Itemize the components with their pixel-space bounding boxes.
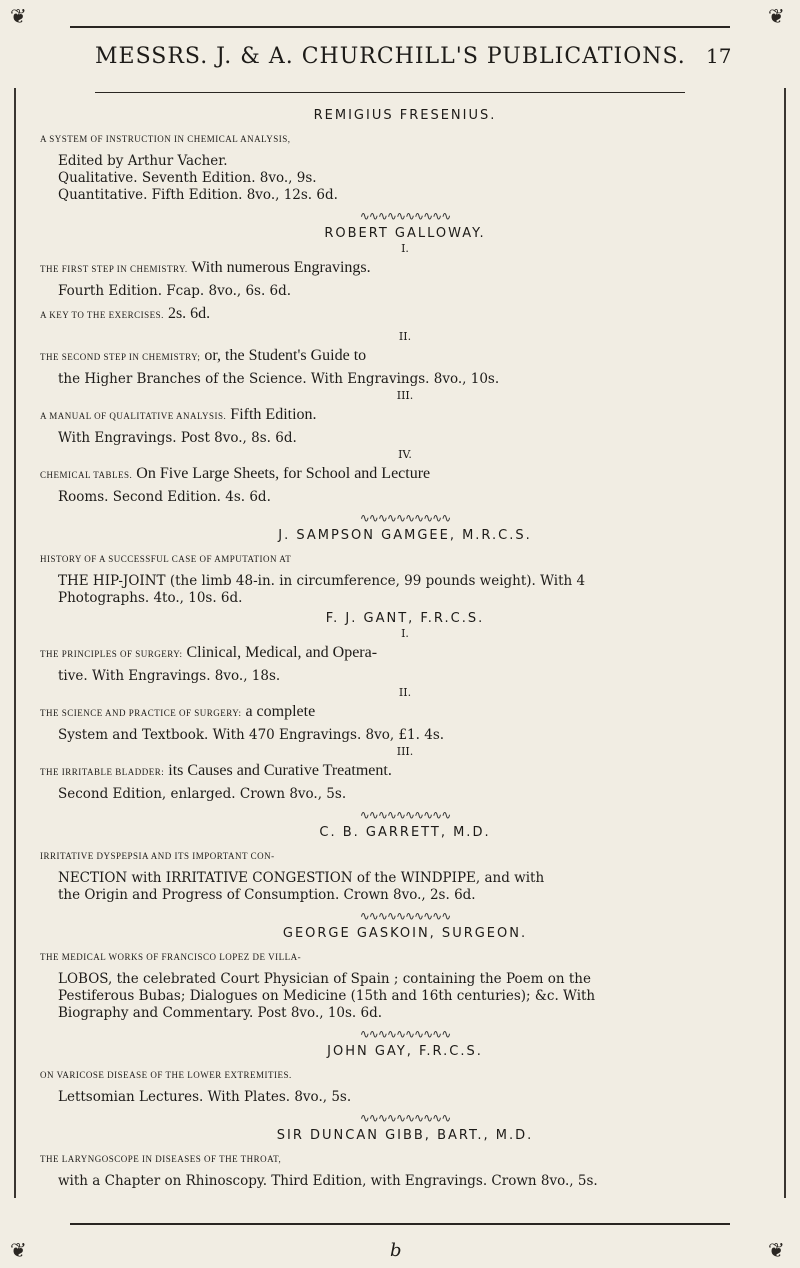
author-section <box>40 825 770 904</box>
work-details: Edited by Arthur Vacher. <box>58 153 228 169</box>
work-title: THE PRINCIPLES OF SURGERY: Clinical, Medical, and Opera- <box>40 644 378 661</box>
work-details: System and Textbook. With 470 Engravings. 8vo, £1. 4s. <box>58 727 445 743</box>
section-divider: ∿∿∿∿∿∿∿∿∿∿ <box>359 1027 451 1041</box>
author-section <box>40 1044 770 1106</box>
author-section <box>40 611 770 803</box>
section-divider: ∿∿∿∿∿∿∿∿∿∿ <box>359 1111 451 1125</box>
work-number: I. <box>401 627 409 640</box>
work-details: Pestiferous Bubas; Dialogues on Medicine (15th and 16th centuries); &c. With <box>58 988 596 1004</box>
work-title: ON VARICOSE DISEASE OF THE LOWER EXTREMITIES. <box>40 1070 292 1080</box>
work-details: Quantitative. Fifth Edition. 8vo., 12s. 6d. <box>58 187 338 203</box>
work-title: HISTORY OF A SUCCESSFUL CASE OF AMPUTATION AT <box>40 554 292 564</box>
work-title: A SYSTEM OF INSTRUCTION IN CHEMICAL ANALYSIS, <box>40 134 291 144</box>
author-name: SIR DUNCAN GIBB, BART., M.D. <box>276 1128 534 1143</box>
corner-ornament-icon: ❦ <box>10 4 27 28</box>
author-name: F. J. GANT, F.R.C.S. <box>325 611 485 626</box>
section-divider: ∿∿∿∿∿∿∿∿∿∿ <box>359 209 451 223</box>
work-details: Rooms. Second Edition. 4s. 6d. <box>58 489 271 505</box>
corner-ornament-icon: ❦ <box>10 1238 27 1262</box>
work-details: the Higher Branches of the Science. With Engravings. 8vo., 10s. <box>58 371 500 387</box>
work-number: III. <box>396 745 414 758</box>
author-section <box>40 226 770 506</box>
work-details: with a Chapter on Rhinoscopy. Third Edition, with Engravings. Crown 8vo., 5s. <box>58 1173 598 1189</box>
author-section <box>40 926 770 1022</box>
work-details: Lettsomian Lectures. With Plates. 8vo., 5s. <box>58 1089 352 1105</box>
work-title: THE SECOND STEP IN CHEMISTRY; or, the Student's Guide to <box>40 347 367 364</box>
section-divider: ∿∿∿∿∿∿∿∿∿∿ <box>359 808 451 822</box>
author-section <box>40 108 770 204</box>
author-section <box>40 528 770 607</box>
left-border-rule <box>14 88 16 1198</box>
right-border-rule <box>784 88 786 1198</box>
work-details: Biography and Commentary. Post 8vo., 10s. 6d. <box>58 1005 383 1021</box>
section-divider: ∿∿∿∿∿∿∿∿∿∿ <box>359 511 451 525</box>
work-number: II. <box>398 330 412 343</box>
work-number: III. <box>396 389 414 402</box>
footer-rule <box>70 1223 730 1225</box>
work-title: THE MEDICAL WORKS OF FRANCISCO LOPEZ DE VILLA- <box>40 952 302 962</box>
work-details: Second Edition, enlarged. Crown 8vo., 5s. <box>58 786 347 802</box>
work-title: THE LARYNGOSCOPE IN DISEASES OF THE THROAT, <box>40 1154 282 1164</box>
running-header: MESSRS. J. & A. CHURCHILL'S PUBLICATIONS. <box>95 44 686 69</box>
work-details: With Engravings. Post 8vo., 8s. 6d. <box>58 430 297 446</box>
work-title: A MANUAL OF QUALITATIVE ANALYSIS. Fifth Edition. <box>40 406 317 423</box>
work-number: I. <box>401 242 409 255</box>
work-details: Qualitative. Seventh Edition. 8vo., 9s. <box>58 170 317 186</box>
work-title: THE IRRITABLE BLADDER: its Causes and Curative Treatment. <box>40 762 392 779</box>
work-details: NECTION with IRRITATIVE CONGESTION of the WINDPIPE, and with <box>58 870 545 886</box>
work-details: Photographs. 4to., 10s. 6d. <box>58 590 243 606</box>
corner-ornament-icon: ❦ <box>768 4 785 28</box>
publication-list <box>40 104 770 1190</box>
header-bottom-rule <box>95 92 685 93</box>
section-divider: ∿∿∿∿∿∿∿∿∿∿ <box>359 909 451 923</box>
author-name: GEORGE GASKOIN, SURGEON. <box>282 926 528 941</box>
work-title: IRRITATIVE DYSPEPSIA AND ITS IMPORTANT CON- <box>40 851 275 861</box>
author-name: JOHN GAY, F.R.C.S. <box>327 1044 483 1059</box>
work-details: tive. With Engravings. 8vo., 18s. <box>58 668 281 684</box>
work-title: THE SCIENCE AND PRACTICE OF SURGERY: a complete <box>40 703 316 720</box>
author-section <box>40 1128 770 1190</box>
work-title: CHEMICAL TABLES. On Five Large Sheets, for School and Lecture <box>40 465 431 482</box>
work-details: THE HIP-JOINT (the limb 48-in. in circumference, 99 pounds weight). With 4 <box>58 573 586 589</box>
work-number: II. <box>398 686 412 699</box>
author-name: J. SAMPSON GAMGEE, M.R.C.S. <box>278 528 532 543</box>
corner-ornament-icon: ❦ <box>768 1238 785 1262</box>
signature-mark: b <box>390 1240 402 1261</box>
work-details: LOBOS, the celebrated Court Physician of Spain ; containing the Poem on the <box>58 971 591 987</box>
work-title: A KEY TO THE EXERCISES. 2s. 6d. <box>40 305 211 322</box>
author-name: REMIGIUS FRESENIUS. <box>313 108 497 123</box>
page-number: 17 <box>706 44 732 68</box>
author-name: ROBERT GALLOWAY. <box>324 226 486 241</box>
header-top-rule <box>70 26 730 28</box>
work-details: the Origin and Progress of Consumption. Crown 8vo., 2s. 6d. <box>58 887 476 903</box>
work-details: Fourth Edition. Fcap. 8vo., 6s. 6d. <box>58 283 292 299</box>
author-name: C. B. GARRETT, M.D. <box>319 825 491 840</box>
work-title: THE FIRST STEP IN CHEMISTRY. With numerous Engravings. <box>40 259 371 276</box>
work-number: IV. <box>398 448 412 461</box>
